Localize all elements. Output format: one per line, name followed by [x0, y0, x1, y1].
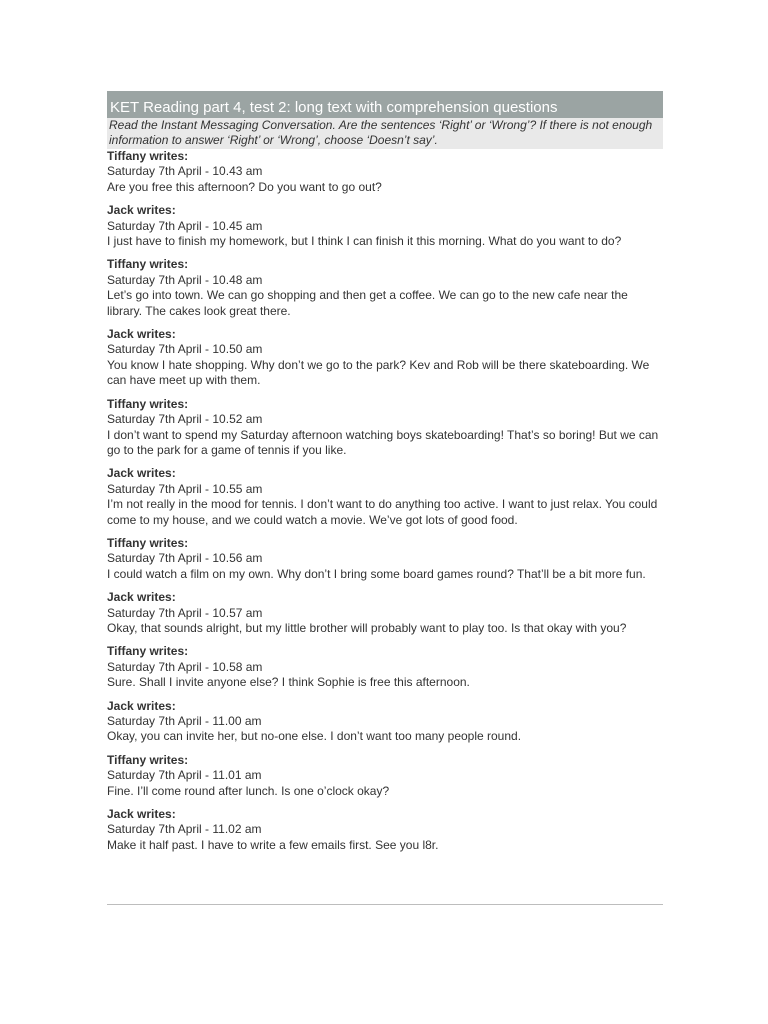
message-author: Jack writes:: [107, 327, 176, 342]
message-author: Tiffany writes:: [107, 149, 189, 163]
message-11: [107, 753, 663, 799]
message-author: Tiffany writes:: [107, 644, 189, 659]
message-timestamp: Saturday 7th April - 11.00 am: [107, 714, 262, 728]
message-timestamp: Saturday 7th April - 10.52 am: [107, 412, 263, 427]
message-text: Okay, that sounds alright, but my little brother will probably want to play too. Is that okay with you?: [107, 620, 627, 635]
message-timestamp: Saturday 7th April - 10.55 am: [107, 481, 263, 496]
instructions-text: Read the Instant Messaging Conversation. Are the sentences ‘Right’ or ‘Wrong’? If there is not enough information to answer ‘Right’ or ‘Wrong’, choose ‘Doesn’t say’.: [107, 118, 663, 149]
message-timestamp: Saturday 7th April - 11.01 am: [107, 768, 262, 783]
message-text: Okay, you can invite her, but no-one else. I don’t want too many people round.: [107, 729, 522, 744]
message-10: [107, 699, 663, 745]
message-text: I’m not really in the mood for tennis. I don’t want to do anything too active. I want to just relax. You could come to my house, and we could watch a movie. We’ve got lots of good food.: [107, 497, 658, 527]
message-timestamp: Saturday 7th April - 10.58 am: [107, 659, 263, 674]
message-text: Let’s go into town. We can go shopping and then get a coffee. We can go to the new cafe near the library. The cakes look great there.: [107, 288, 628, 318]
message-text: I just have to finish my homework, but I think I can finish it this morning. What do you want to do?: [107, 234, 622, 249]
message-text: I don’t want to spend my Saturday afternoon watching boys skateboarding! That’s so boring! But we can go to the park for a game of tennis if you like.: [107, 427, 659, 457]
message-author: Jack writes:: [107, 807, 176, 822]
page-title: KET Reading part 4, test 2: long text with comprehension questions: [107, 91, 663, 118]
message-text: I could watch a film on my own. Why don’t I bring some board games round? That’ll be a bit more fun.: [107, 566, 646, 581]
message-9: [107, 644, 663, 690]
message-timestamp: Saturday 7th April - 10.43 am: [107, 164, 263, 179]
message-2: [107, 203, 663, 249]
message-text: Are you free this afternoon? Do you want to go out?: [107, 179, 382, 194]
message-4: [107, 327, 663, 389]
message-author: Jack writes:: [107, 203, 176, 218]
message-text: Fine. I’ll come round after lunch. Is one o’clock okay?: [107, 783, 390, 798]
page-divider: [107, 904, 663, 905]
message-timestamp: Saturday 7th April - 10.50 am: [107, 342, 263, 357]
message-text: You know I hate shopping. Why don’t we go to the park? Kev and Rob will be there skateboarding. We can have meet up with them.: [107, 357, 650, 388]
message-timestamp: Saturday 7th April - 10.45 am: [107, 218, 263, 233]
message-5: [107, 397, 663, 459]
message-8: [107, 590, 663, 636]
message-timestamp: Saturday 7th April - 10.56 am: [107, 551, 263, 566]
message-timestamp: Saturday 7th April - 10.57 am: [107, 605, 263, 620]
message-author: Tiffany writes:: [107, 752, 189, 767]
message-text: Make it half past. I have to write a few emails first. See you l8r.: [107, 837, 439, 852]
document-page: [107, 91, 663, 861]
message-author: Tiffany writes:: [107, 535, 189, 550]
message-timestamp: Saturday 7th April - 11.02 am: [107, 822, 262, 837]
message-author: Jack writes:: [107, 590, 176, 605]
message-author: Tiffany writes:: [107, 257, 189, 272]
message-1: [107, 149, 663, 195]
message-author: Tiffany writes:: [107, 396, 189, 411]
message-6: [107, 466, 663, 528]
message-list: [107, 149, 663, 853]
message-author: Jack writes:: [107, 466, 176, 481]
message-text: Sure. Shall I invite anyone else? I think Sophie is free this afternoon.: [107, 675, 470, 690]
message-12: [107, 807, 663, 853]
message-timestamp: Saturday 7th April - 10.48 am: [107, 272, 263, 287]
message-3: [107, 257, 663, 319]
message-7: [107, 536, 663, 582]
message-author: Jack writes:: [107, 698, 176, 713]
